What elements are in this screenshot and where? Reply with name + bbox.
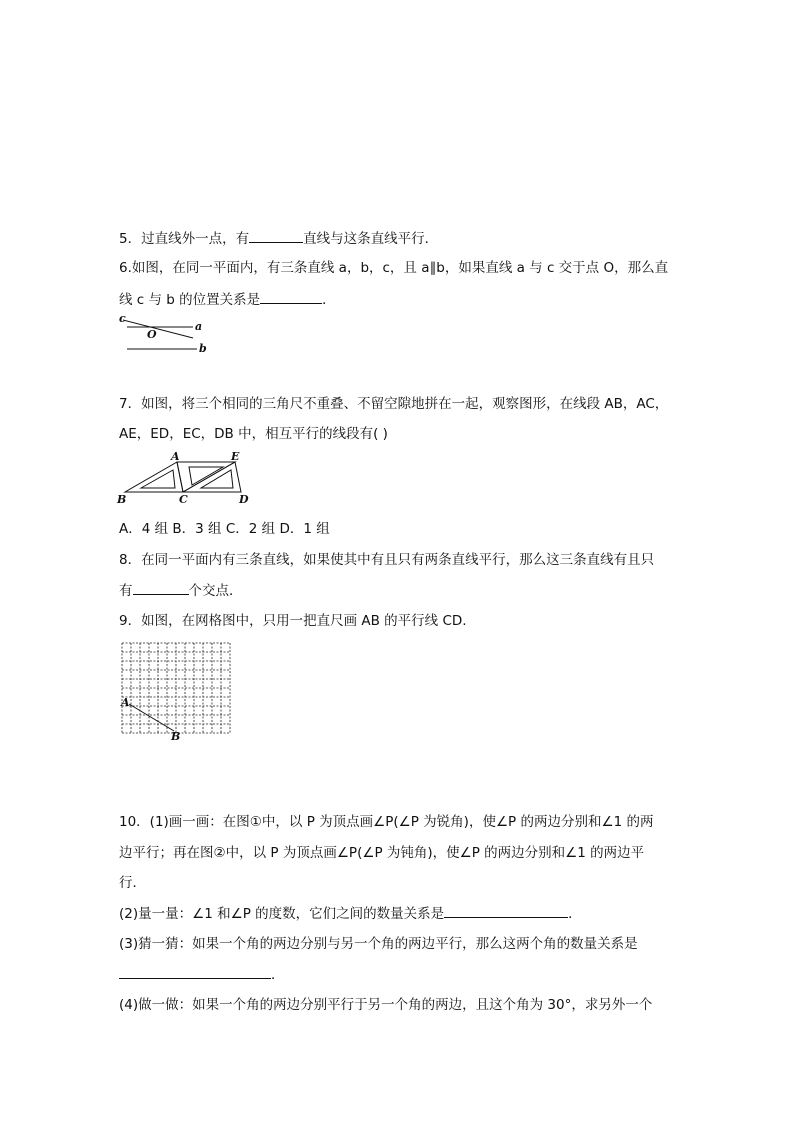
question-10-line-2: 边平行；再在图②中，以 P 为顶点画∠P(∠P 为钝角)，使∠P 的两边分别和∠1 的两边平	[119, 845, 645, 861]
q6-text-after: ．	[322, 292, 336, 308]
q8-answer-blank[interactable]	[133, 580, 189, 595]
question-7-line-2: AE，ED，EC，DB 中，相互平行的线段有( )	[119, 426, 388, 442]
q6-figure	[115, 312, 215, 358]
question-9-line-1: 9．如图，在网格图中，只用一把直尺画 AB 的平行线 CD.	[119, 613, 467, 629]
question-10-line-7: (4)做一做：如果一个角的两边分别平行于另一个角的两边，且这个角为 30°，求另外一个	[119, 997, 653, 1013]
question-10-line-5: (3)猜一猜：如果一个角的两边分别与另一个角的两边平行，那么这两个角的数量关系是	[119, 936, 638, 952]
question-6-line-2	[119, 289, 336, 310]
q6-answer-blank[interactable]	[260, 289, 322, 304]
q9-grid-figure[interactable]	[121, 642, 241, 742]
q8-text-after: 个交点．	[188, 583, 243, 599]
label-A: A	[171, 450, 180, 463]
q10-part2-text-after: ．	[568, 906, 582, 922]
label-c: c	[119, 312, 126, 325]
question-7-line-1: 7．如图，将三个相同的三角尺不重叠、不留空隙地拼在一起，观察图形，在线段 AB，AC，	[119, 396, 669, 412]
q5-answer-blank[interactable]	[249, 228, 303, 243]
q10-part2-answer-blank[interactable]	[444, 903, 568, 918]
question-10-line-3: 行．	[119, 875, 146, 891]
label-a: a	[195, 320, 203, 333]
q10-part3-answer-blank[interactable]	[119, 964, 271, 979]
q5-text-before: 5．过直线外一点，有	[119, 231, 250, 247]
q6-text-before: 线 c 与 b 的位置关系是	[119, 292, 261, 308]
question-8-line-1: 8．在同一平面内有三条直线，如果使其中有且只有两条直线平行，那么这三条直线有且只	[119, 552, 655, 568]
label-E: E	[231, 450, 240, 463]
label-b: b	[199, 342, 207, 355]
question-10-line-6	[119, 964, 285, 985]
q8-text-before: 有	[119, 583, 133, 599]
triangle-2-inner	[189, 467, 223, 485]
question-10-line-1: 10．(1)画一画：在图①中，以 P 为顶点画∠P(∠P 为锐角)，使∠P 的两边分别和∠1 的两	[119, 814, 654, 830]
question-5	[119, 228, 438, 249]
q5-text-after: 直线与这条直线平行．	[303, 231, 439, 247]
line-c	[123, 320, 193, 338]
label-C: C	[179, 493, 188, 506]
question-10-line-4	[119, 903, 582, 924]
label-B: B	[171, 730, 181, 743]
question-8-line-2	[119, 580, 243, 601]
q7-figure	[115, 452, 260, 510]
q10-part2-text: (2)量一量：∠1 和∠P 的度数，它们之间的数量关系是	[119, 906, 445, 922]
label-o: O	[147, 328, 157, 341]
label-D: D	[239, 493, 249, 506]
grid-lines	[122, 643, 230, 733]
label-B: B	[117, 493, 127, 506]
question-7-options: A．4 组 B．3 组 C．2 组 D．1 组	[119, 521, 330, 537]
question-6-line-1: 6.如图，在同一平面内，有三条直线 a，b，c，且 a∥b，如果直线 a 与 c 交于点 O，那么直	[119, 260, 669, 276]
q10-part3-text-after: ．	[271, 967, 285, 983]
label-A: A	[121, 696, 130, 709]
